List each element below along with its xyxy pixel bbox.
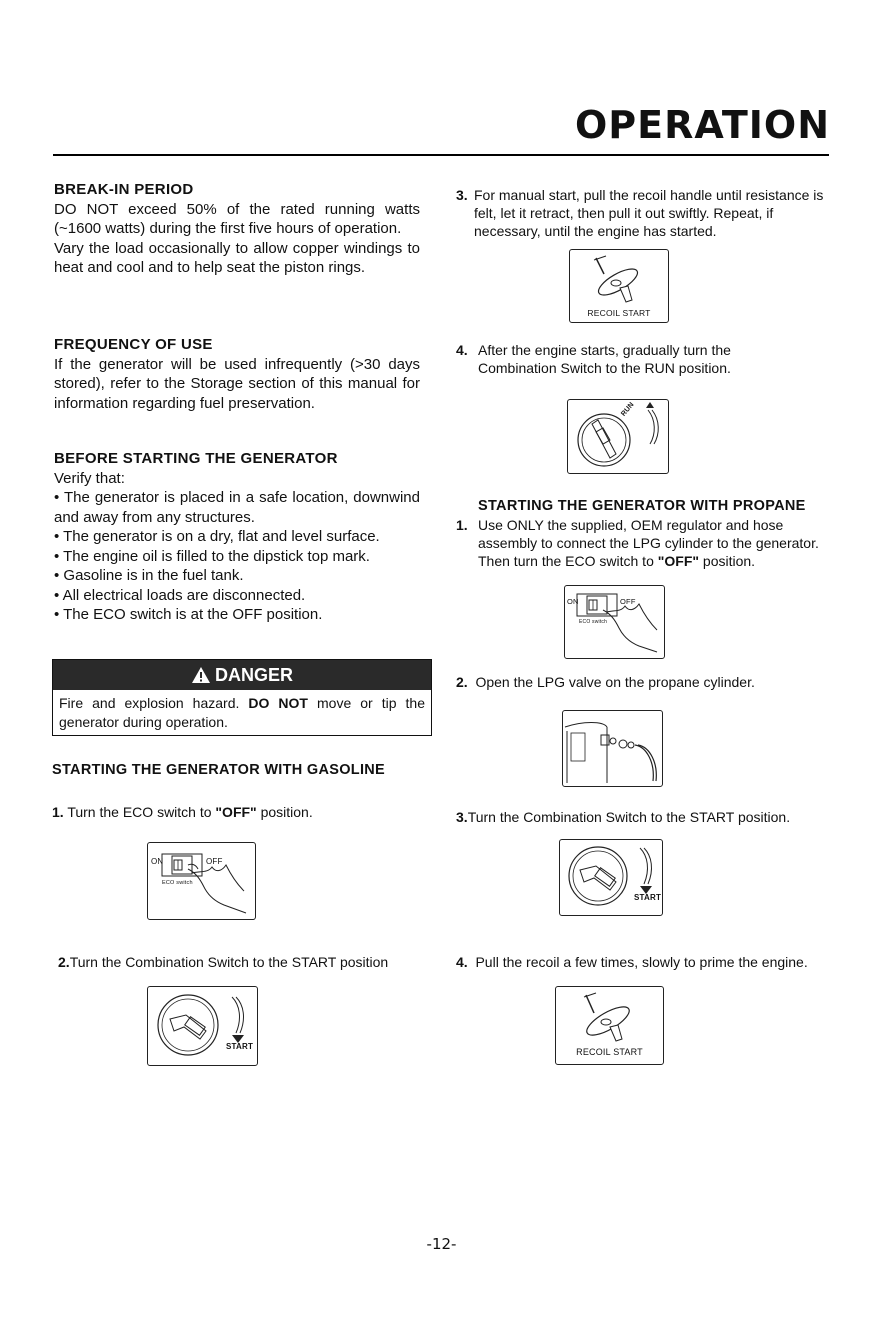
- gasoline-step-3: 3. For manual start, pull the recoil handle until resistance is felt, let it retract, then pull it out swiftly. Repeat, if necessary, until the engine has started.: [456, 187, 824, 239]
- propane-step-1: 1. Use ONLY the supplied, OEM regulator and hose assembly to connect the LPG cylinder to the generator. Then turn the ECO switch to "OFF" position.: [456, 517, 819, 569]
- page-number: -12-: [426, 1235, 457, 1253]
- combination-switch-start-figure: [147, 986, 258, 1066]
- checklist-item: • The generator is on a dry, flat and level surface.: [54, 528, 380, 545]
- danger-text: Fire and explosion hazard. DO NOT move or tip the generator during operation.: [59, 695, 425, 730]
- recoil-start-label: RECOIL START: [576, 1047, 643, 1057]
- eco-switch-figure-propane: [564, 585, 665, 659]
- checklist-item: • The generator is placed in a safe location, downwind and away from any structures.: [54, 489, 420, 526]
- eco-on-label: ON: [567, 597, 579, 606]
- recoil-start-figure: [569, 249, 669, 323]
- lpg-valve-figure: [562, 710, 663, 787]
- eco-switch-label: ECO switch: [579, 619, 608, 625]
- combination-switch-start-figure-propane: [559, 839, 663, 916]
- danger-label: DANGER: [214, 665, 293, 685]
- gasoline-step-1: 1. Turn the ECO switch to "OFF" position.: [52, 804, 313, 820]
- eco-off-label: OFF: [620, 597, 636, 606]
- title-divider: [53, 154, 829, 156]
- gasoline-heading: STARTING THE GENERATOR WITH GASOLINE: [52, 762, 386, 778]
- before-start-heading: BEFORE STARTING THE GENERATOR: [54, 450, 338, 467]
- checklist-item: • Gasoline is in the fuel tank.: [54, 567, 244, 584]
- frequency-heading: FREQUENCY OF USE: [54, 336, 213, 353]
- checklist-item: • The ECO switch is at the OFF position.: [54, 606, 323, 623]
- propane-step-3: 3.Turn the Combination Switch to the START position.: [456, 809, 791, 825]
- danger-callout: [52, 659, 432, 736]
- dial-illustration: [560, 840, 662, 915]
- break-in-heading: BREAK-IN PERIOD: [54, 181, 194, 198]
- propane-heading: STARTING THE GENERATOR WITH PROPANE: [478, 498, 806, 514]
- propane-step-4: 4. Pull the recoil a few times, slowly to prime the engine.: [456, 954, 808, 970]
- break-in-para1: DO NOT exceed 50% of the rated running watts (~1600 watts) during the first five hours of operation.: [54, 200, 420, 237]
- gasoline-step-2: 2.Turn the Combination Switch to the START position: [58, 954, 389, 970]
- start-label: START: [634, 893, 662, 902]
- dial-illustration: [148, 987, 257, 1065]
- recoil-start-label: RECOIL START: [587, 308, 651, 318]
- page-title: OPERATION: [575, 103, 830, 147]
- before-start-intro: Verify that:: [54, 469, 125, 487]
- gasoline-step-4: 4. After the engine starts, gradually turn the Combination Switch to the RUN position.: [456, 342, 731, 376]
- warning-triangle-icon: [191, 663, 211, 693]
- start-label: START: [226, 1042, 254, 1051]
- eco-switch-figure: [147, 842, 256, 920]
- frequency-para: If the generator will be used infrequently (>30 days stored), refer to the Storage section of this manual for information regarding fuel preservation.: [54, 355, 420, 412]
- lpg-cylinder-illustration: [563, 711, 662, 786]
- eco-off-label: OFF: [206, 857, 223, 866]
- propane-step-2: 2. Open the LPG valve on the propane cylinder.: [456, 674, 755, 690]
- run-label: RUN: [620, 401, 636, 418]
- before-start-section: [54, 449, 420, 625]
- break-in-section: [54, 180, 420, 278]
- checklist-item: • All electrical loads are disconnected.: [54, 586, 306, 604]
- break-in-para2: Vary the load occasionally to allow copper windings to heat and cool and to help seat the piston rings.: [54, 239, 420, 276]
- eco-switch-label: ECO switch: [162, 880, 193, 886]
- combination-switch-run-figure: [567, 399, 669, 474]
- dial-run-illustration: [568, 400, 668, 473]
- frequency-section: [54, 335, 420, 413]
- eco-on-label: ON: [151, 857, 164, 866]
- danger-header: [53, 660, 431, 690]
- checklist-item: • The engine oil is filled to the dipstick top mark.: [54, 547, 370, 565]
- recoil-start-figure-propane: [555, 986, 664, 1065]
